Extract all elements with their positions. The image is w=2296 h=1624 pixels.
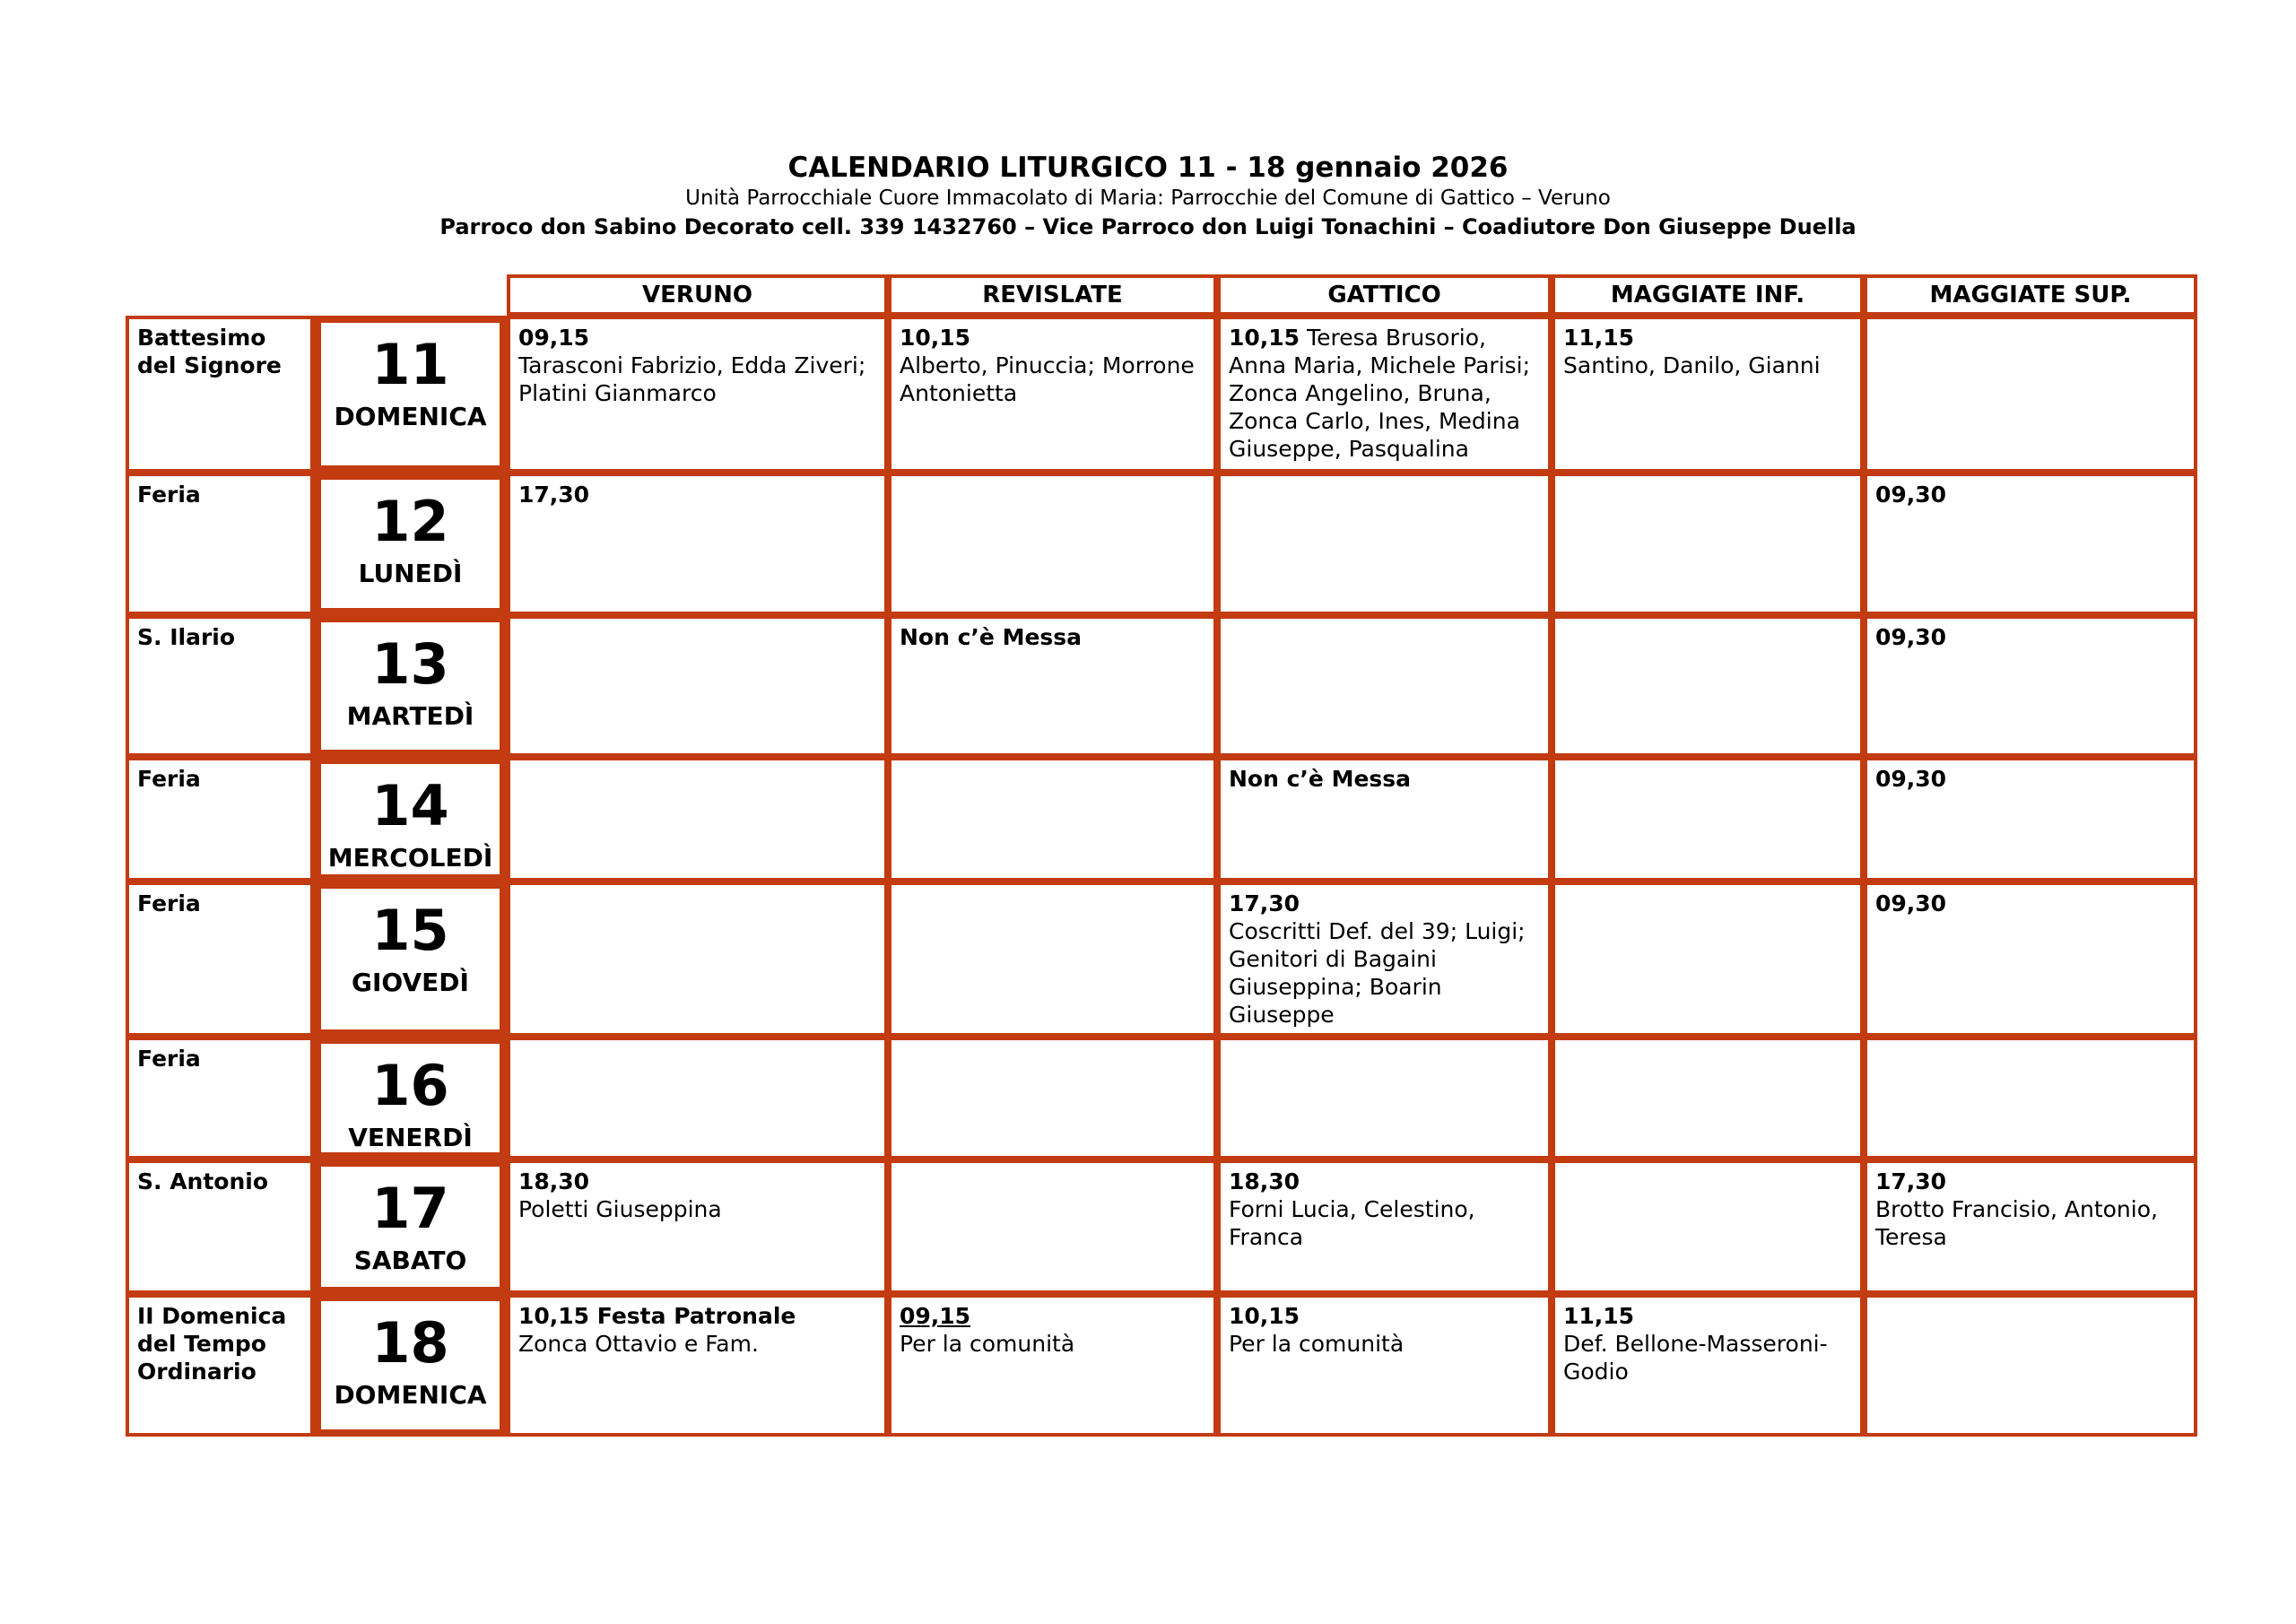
day-name: LUNEDÌ xyxy=(358,559,463,588)
date-cell xyxy=(314,1037,507,1159)
cell-revislate xyxy=(888,881,1217,1037)
parish-subtitle: Unità Parrocchiale Cuore Immacolato di Maria: Parrocchie del Comune di Gattico – Veruno xyxy=(685,187,1611,210)
cell-gattico xyxy=(1217,757,1552,881)
column-header-veruno: VERUNO xyxy=(507,274,888,316)
mass-intentions: Zonca Ottavio e Fam. xyxy=(518,1331,759,1357)
cell-gattico xyxy=(1217,1294,1552,1437)
mass-intentions: Forni Lucia, Celestino, Franca xyxy=(1229,1196,1475,1250)
cell-gattico xyxy=(1217,1159,1552,1294)
cell-maggiate-sup xyxy=(1864,615,2197,757)
mass-intentions: Tarasconi Fabrizio, Edda Ziveri; Platini Gianmarco xyxy=(518,352,866,406)
cell-veruno xyxy=(507,316,888,473)
table-row xyxy=(126,757,2197,881)
cell-maggiate-sup xyxy=(1864,881,2197,1037)
mass-time: 09,15 xyxy=(518,325,590,351)
blank-header-cell xyxy=(314,274,507,316)
cell-maggiate-sup xyxy=(1864,473,2197,615)
feast-cell xyxy=(126,1294,314,1437)
column-header-row xyxy=(126,274,2197,316)
feast-cell xyxy=(126,881,314,1037)
mass-time: 09,30 xyxy=(1875,890,1947,916)
cell-revislate xyxy=(888,316,1217,473)
day-number: 14 xyxy=(371,773,449,838)
mass-time: 11,15 xyxy=(1563,1303,1635,1329)
date-cell xyxy=(314,316,507,473)
cell-revislate xyxy=(888,1159,1217,1294)
feast-label: S. Antonio xyxy=(137,1168,269,1194)
cell-revislate xyxy=(888,1037,1217,1159)
day-number: 13 xyxy=(371,631,449,697)
feast-label: Battesimo del Signore xyxy=(137,325,282,378)
date-cell xyxy=(314,757,507,881)
column-header-maggiate-sup: MAGGIATE SUP. xyxy=(1864,274,2197,316)
cell-revislate xyxy=(888,615,1217,757)
blank-header-cell xyxy=(126,274,314,316)
no-mass-note: Non c’è Messa xyxy=(1229,766,1412,792)
mass-time: 10,15 xyxy=(900,325,971,351)
cell-veruno xyxy=(507,757,888,881)
cell-gattico xyxy=(1217,1037,1552,1159)
mass-time: 09,30 xyxy=(1875,766,1947,792)
cell-maggiate-sup xyxy=(1864,757,2197,881)
cell-maggiate-sup xyxy=(1864,316,2197,473)
day-name: GIOVEDÌ xyxy=(352,968,469,997)
cell-gattico xyxy=(1217,316,1552,473)
date-cell xyxy=(314,473,507,615)
mass-time: 09,30 xyxy=(1875,624,1947,650)
column-header-gattico: GATTICO xyxy=(1217,274,1552,316)
date-cell xyxy=(314,615,507,757)
cell-maggiate-sup xyxy=(1864,1159,2197,1294)
feast-cell xyxy=(126,757,314,881)
feast-cell xyxy=(126,615,314,757)
date-cell xyxy=(314,1159,507,1294)
feast-cell xyxy=(126,1037,314,1159)
feast-label: Feria xyxy=(137,482,201,508)
mass-intentions: Def. Bellone-Masseroni-Godio xyxy=(1563,1331,1828,1385)
cell-maggiate-inf xyxy=(1552,1159,1864,1294)
day-number: 18 xyxy=(371,1310,449,1376)
table-row xyxy=(126,1159,2197,1294)
mass-time: 17,30 xyxy=(1229,890,1300,916)
mass-time: 10,15 Festa Patronale xyxy=(518,1303,796,1329)
day-name: VENERDÌ xyxy=(348,1123,473,1152)
liturgical-calendar-table xyxy=(126,274,2197,1437)
mass-time: 18,30 xyxy=(1229,1168,1300,1194)
date-cell xyxy=(314,881,507,1037)
cell-maggiate-inf xyxy=(1552,473,1864,615)
mass-time: 17,30 xyxy=(1875,1168,1947,1194)
day-name: MERCOLEDÌ xyxy=(327,843,493,873)
cell-veruno xyxy=(507,881,888,1037)
mass-time: 10,15 xyxy=(1229,1303,1300,1329)
day-name: MARTEDÌ xyxy=(346,701,474,731)
cell-veruno xyxy=(507,1159,888,1294)
cell-maggiate-inf xyxy=(1552,757,1864,881)
cell-veruno xyxy=(507,473,888,615)
table-row xyxy=(126,1037,2197,1159)
feast-label: S. Ilario xyxy=(137,624,236,650)
cell-gattico xyxy=(1217,881,1552,1037)
cell-veruno xyxy=(507,1037,888,1159)
column-header-revislate: REVISLATE xyxy=(888,274,1217,316)
page-title: CALENDARIO LITURGICO 11 - 18 gennaio 2026 xyxy=(787,152,1509,184)
cell-maggiate-inf xyxy=(1552,615,1864,757)
cell-maggiate-sup xyxy=(1864,1037,2197,1159)
table-row xyxy=(126,473,2197,615)
cell-gattico xyxy=(1217,615,1552,757)
cell-revislate xyxy=(888,1294,1217,1437)
mass-time: 17,30 xyxy=(518,482,590,508)
mass-intentions: Alberto, Pinuccia; Morrone Antonietta xyxy=(900,352,1195,406)
feast-label: II Domenica del Tempo Ordinario xyxy=(137,1303,287,1385)
day-name: DOMENICA xyxy=(334,1380,487,1410)
day-number: 11 xyxy=(371,332,449,397)
feast-cell xyxy=(126,473,314,615)
cell-revislate xyxy=(888,473,1217,615)
mass-time: 10,15 xyxy=(1229,325,1300,351)
mass-intentions: Poletti Giuseppina xyxy=(518,1196,722,1222)
feast-cell xyxy=(126,1159,314,1294)
day-number: 17 xyxy=(371,1176,449,1241)
mass-time: 09,15 xyxy=(900,1303,971,1329)
cell-veruno xyxy=(507,1294,888,1437)
mass-intentions: Teresa Brusorio, Anna Maria, Michele Parisi; Zonca Angelino, Bruna, Zonca Carlo, Ines, Medina Giuseppe, Pasqualina xyxy=(1229,325,1531,462)
clergy-line: Parroco don Sabino Decorato cell. 339 1432760 – Vice Parroco don Luigi Tonachini – Coadiutore Don Giuseppe Duella xyxy=(439,214,1857,239)
cell-maggiate-inf xyxy=(1552,316,1864,473)
date-cell xyxy=(314,1294,507,1437)
mass-time: 11,15 xyxy=(1563,325,1635,351)
table-row xyxy=(126,615,2197,757)
day-number: 12 xyxy=(371,489,449,554)
mass-intentions: Coscritti Def. del 39; Luigi; Genitori di Bagaini Giuseppina; Boarin Giuseppe xyxy=(1229,918,1526,1028)
day-name: DOMENICA xyxy=(334,402,487,431)
cell-maggiate-sup xyxy=(1864,1294,2197,1437)
feast-label: Feria xyxy=(137,1046,201,1072)
day-number: 16 xyxy=(371,1053,449,1118)
no-mass-note: Non c’è Messa xyxy=(900,624,1083,650)
day-number: 15 xyxy=(371,898,449,963)
cell-maggiate-inf xyxy=(1552,1294,1864,1437)
cell-gattico xyxy=(1217,473,1552,615)
cell-maggiate-inf xyxy=(1552,1037,1864,1159)
table-row xyxy=(126,1294,2197,1437)
feast-label: Feria xyxy=(137,890,201,916)
mass-intentions: Per la comunità xyxy=(900,1331,1075,1357)
cell-maggiate-inf xyxy=(1552,881,1864,1037)
document-header xyxy=(0,0,2296,240)
table-row xyxy=(126,316,2197,473)
feast-cell xyxy=(126,316,314,473)
table-row xyxy=(126,881,2197,1037)
feast-label: Feria xyxy=(137,766,201,792)
mass-intentions: Per la comunità xyxy=(1229,1331,1405,1357)
mass-intentions: Santino, Danilo, Gianni xyxy=(1563,352,1821,378)
day-name: SABATO xyxy=(353,1246,467,1275)
cell-revislate xyxy=(888,757,1217,881)
column-header-maggiate-inf: MAGGIATE INF. xyxy=(1552,274,1864,316)
mass-intentions: Brotto Francisio, Antonio, Teresa xyxy=(1875,1196,2158,1250)
cell-veruno xyxy=(507,615,888,757)
mass-time: 09,30 xyxy=(1875,482,1947,508)
mass-time: 18,30 xyxy=(518,1168,590,1194)
